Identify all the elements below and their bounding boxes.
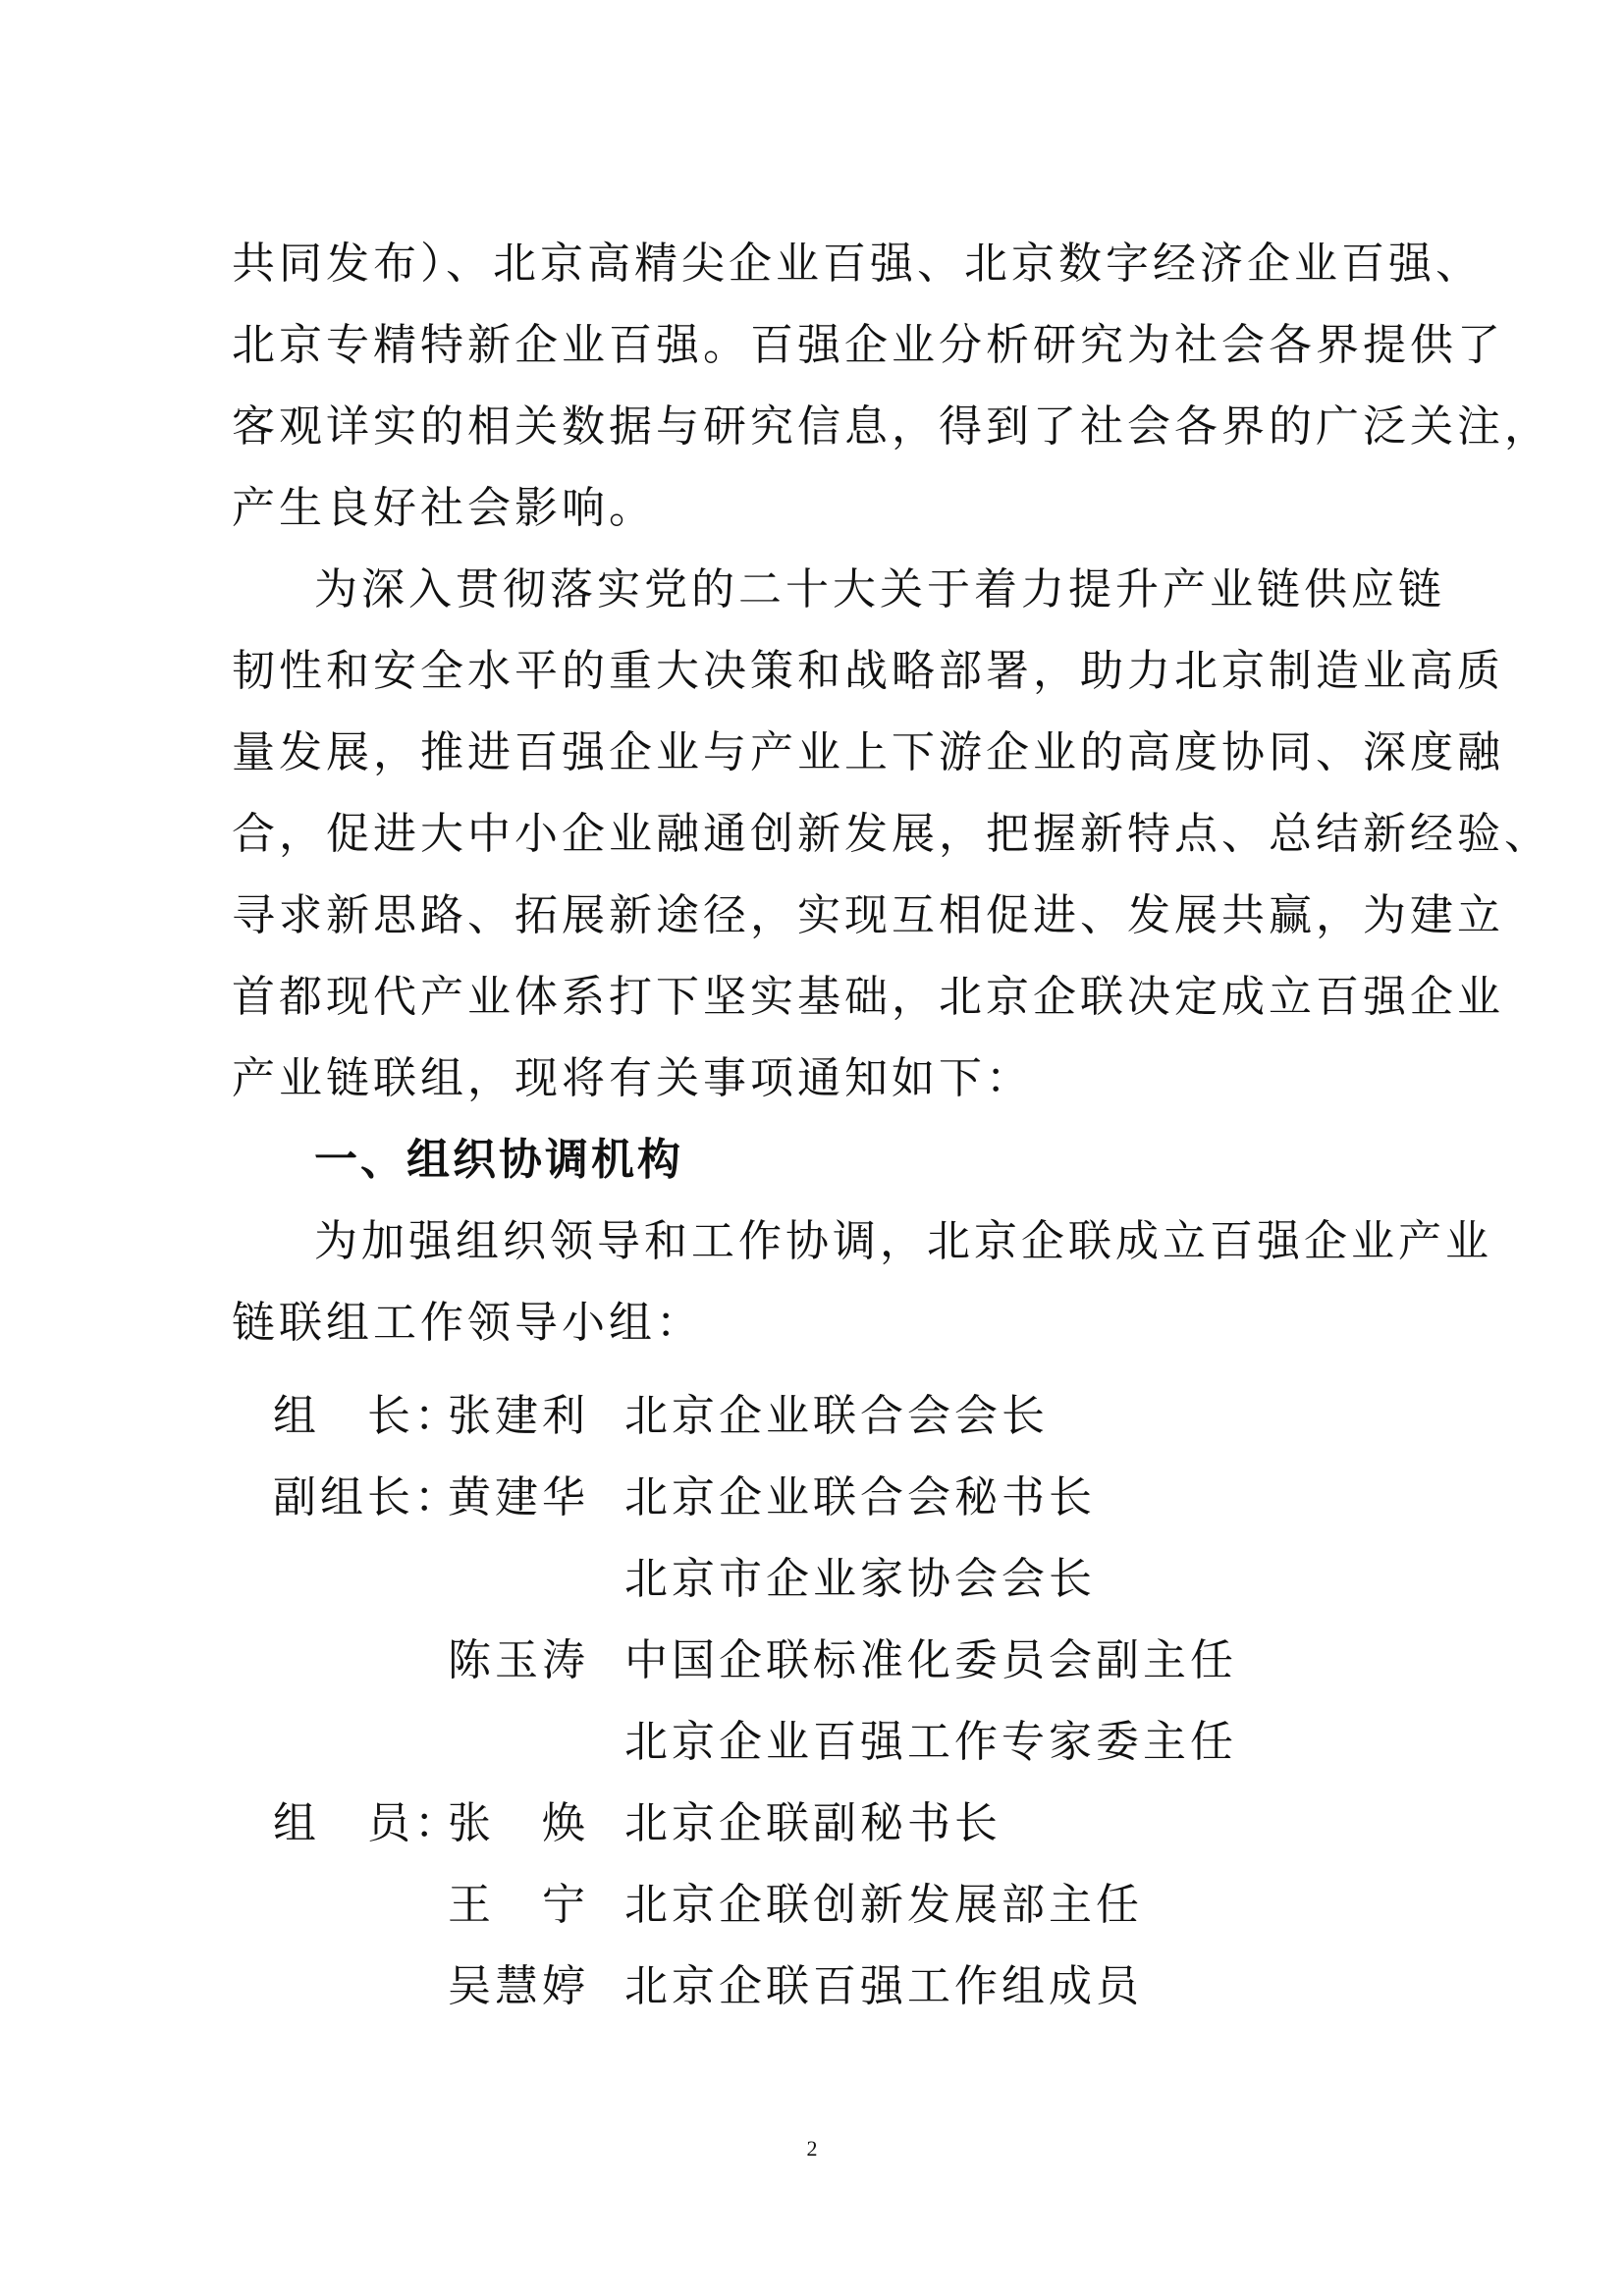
member-title: 北京企联创新发展部主任 [624,1880,1143,1930]
member-title: 北京市企业家协会会长 [624,1554,1096,1604]
member-role: 组 员： [273,1798,461,1848]
paragraph-line: 寻求新思路、拓展新途径，实现互相促进、发展共赢，为建立 [232,890,1504,940]
paragraph-line: 客观详实的相关数据与研究信息，得到了社会各界的广泛关注， [232,401,1551,452]
member-name: 黄建华 [448,1472,589,1522]
paragraph-line: 首都现代产业体系打下坚实基础，北京企联决定成立百强企业 [232,972,1504,1022]
member-title: 中国企联标准化委员会副主任 [624,1635,1237,1685]
member-name: 张建利 [448,1391,589,1441]
section-heading: 一、组织协调机构 [314,1135,683,1185]
member-role: 组 长： [273,1391,461,1441]
paragraph-line: 合，促进大中小企业融通创新发展，把握新特点、总结新经验、 [232,809,1551,859]
paragraph-line: 链联组工作领导小组： [232,1298,703,1348]
member-title: 北京企联副秘书长 [624,1798,1001,1848]
paragraph-line: 共同发布）、北京高精尖企业百强、北京数字经济企业百强、 [232,239,1483,289]
member-title: 北京企业百强工作专家委主任 [624,1717,1237,1767]
member-role: 副组长： [273,1472,461,1522]
member-title: 北京企业联合会会长 [624,1391,1049,1441]
page-number: 2 [806,2136,818,2161]
member-name: 张 焕 [448,1798,589,1848]
paragraph-line: 北京专精特新企业百强。百强企业分析研究为社会各界提供了 [232,320,1504,370]
member-name: 吴慧婷 [448,1961,589,2011]
paragraph-line: 为加强组织领导和工作协调，北京企联成立百强企业产业 [314,1216,1492,1266]
paragraph-line: 量发展，推进百强企业与产业上下游企业的高度协同、深度融 [232,727,1504,777]
paragraph-line: 产业链联组，现将有关事项通知如下： [232,1053,1033,1103]
member-name: 陈玉涛 [448,1635,589,1685]
member-name: 王 宁 [448,1880,589,1930]
paragraph-line: 产生良好社会影响。 [232,483,656,533]
paragraph-line: 韧性和安全水平的重大决策和战略部署，助力北京制造业高质 [232,646,1504,696]
paragraph-line: 为深入贯彻落实党的二十大关于着力提升产业链供应链 [314,564,1445,614]
member-title: 北京企联百强工作组成员 [624,1961,1143,2011]
member-title: 北京企业联合会秘书长 [624,1472,1096,1522]
